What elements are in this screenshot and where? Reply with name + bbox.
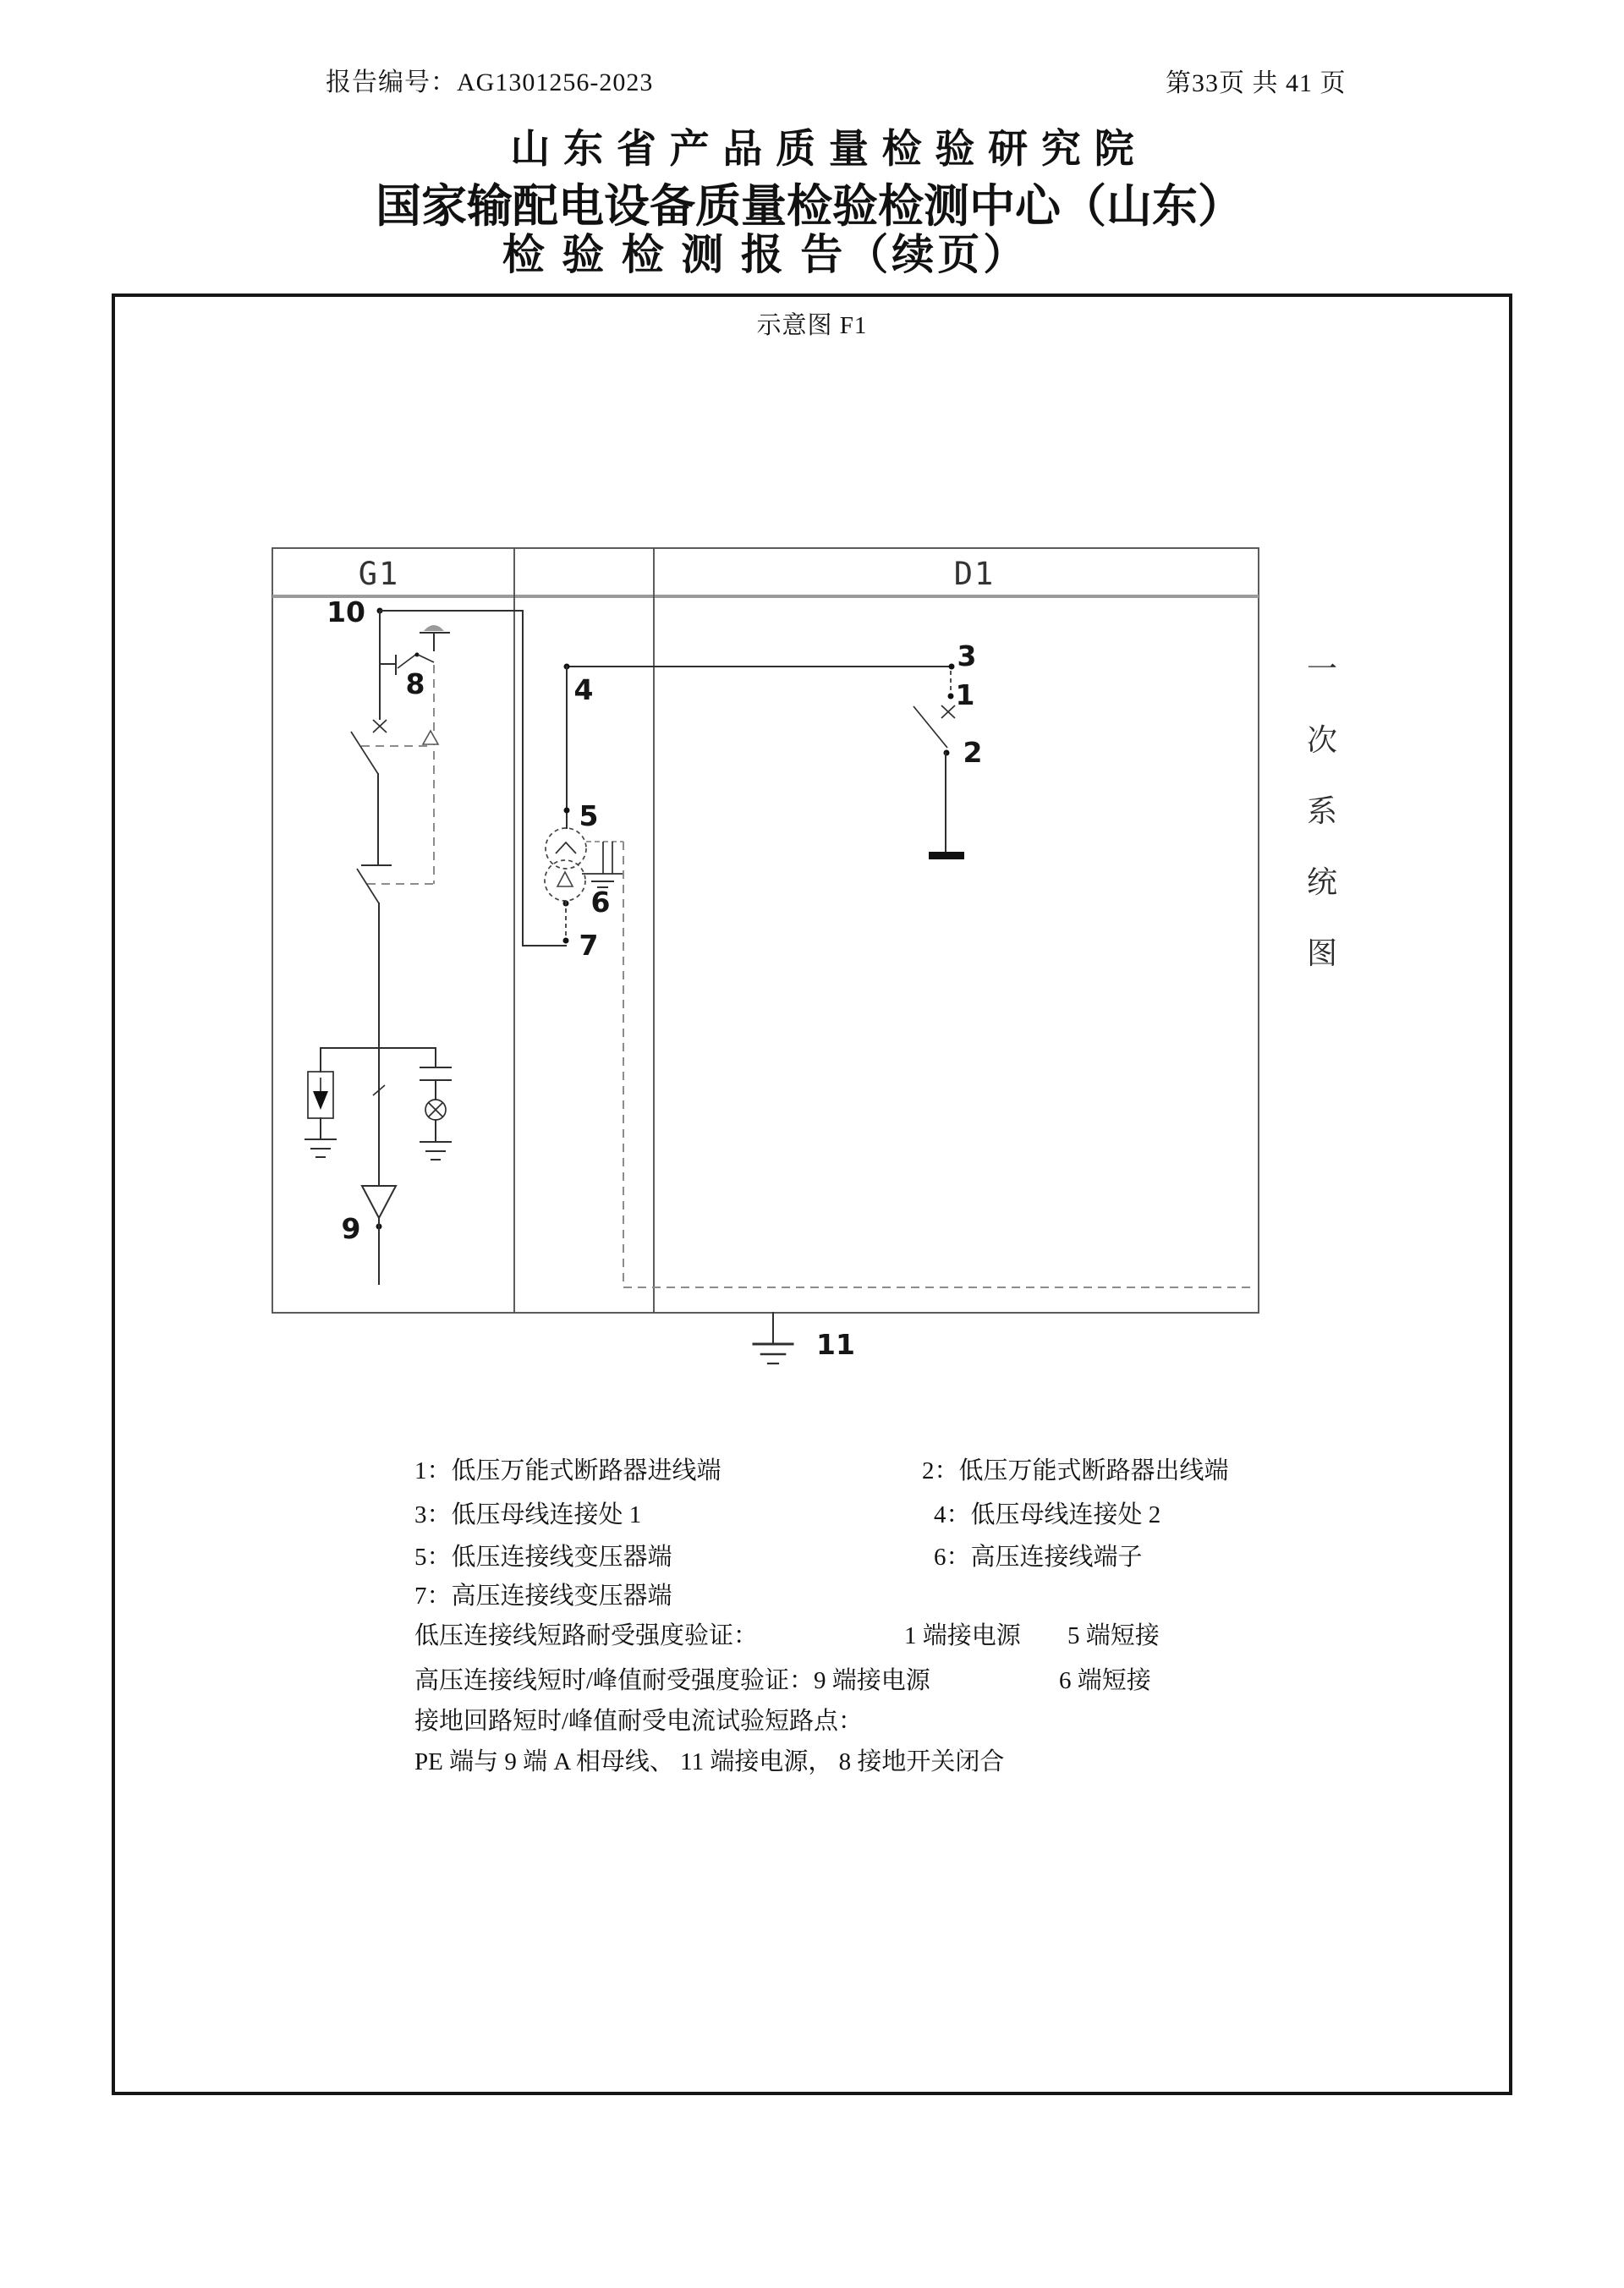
title-institute: 山 东 省 产 品 质 量 检 验 研 究 院 [510, 128, 1136, 172]
side-label-char: 统 [1307, 865, 1338, 899]
wye-winding-icon [556, 842, 576, 853]
point-label-10: 10 [326, 595, 365, 628]
busbar-4-3 [564, 664, 955, 829]
point-label-5: 5 [579, 799, 599, 832]
legend-note-pe: PE 端与 9 端 A 相母线、 11 端接电源， 8 接地开关闭合 [414, 1748, 1005, 1775]
legend-item-4: 4：低压母线连接处 2 [934, 1501, 1161, 1528]
legend-note-earth: 接地回路短时/峰值耐受电流试验短路点： [414, 1708, 864, 1735]
hv-terminals-6-7 [563, 901, 569, 945]
point-label-8: 8 [405, 667, 425, 700]
diagram-box [272, 548, 1259, 1313]
interlock-arrow-icon [423, 731, 438, 744]
side-label-char: 图 [1307, 936, 1338, 970]
ground-11 [754, 1313, 793, 1363]
legend-note-lv: 低压连接线短路耐受强度验证： [414, 1622, 759, 1649]
point-label-2: 2 [963, 736, 983, 769]
arrester-arrow-icon [313, 1091, 328, 1110]
report-number-label: 报告编号： [326, 69, 457, 96]
page-indicator: 第33页 共 41 页 [1166, 69, 1347, 97]
legend-note-hv: 高压连接线短时/峰值耐受强度验证：9 端接电源 [414, 1667, 930, 1694]
voltage-indicator [420, 1048, 451, 1160]
legend-item-2: 2：低压万能式断路器出线端 [922, 1457, 1229, 1484]
surge-arrester [305, 1048, 336, 1157]
load-bar-icon [929, 852, 964, 859]
legend-note-lv-short: 5 端短接 [1067, 1622, 1160, 1649]
earth-dome-icon [424, 625, 444, 631]
side-label-char: 次 [1307, 723, 1338, 757]
title-center: 国家输配电设备质量检验检测中心（山东） [376, 181, 1243, 232]
panel-label-g1: G1 [358, 556, 400, 592]
transformer [545, 828, 586, 901]
legend-item-7: 7：高压连接线变压器端 [414, 1583, 672, 1610]
title-report: 检 验 检 测 报 告（续页） [502, 231, 1029, 278]
hv-dashed-link [623, 842, 1255, 1287]
panel-label-d1: D1 [953, 556, 996, 592]
pe-bus-path [377, 608, 567, 946]
legend-note-hv-short: 6 端短接 [1059, 1667, 1151, 1694]
point-label-9: 9 [341, 1212, 361, 1245]
main-switch-lower [357, 865, 391, 1186]
delta-winding-icon [557, 872, 573, 886]
point-label-1: 1 [955, 678, 975, 711]
legend-item-5: 5：低压连接线变压器端 [414, 1544, 672, 1571]
legend-item-3: 3：低压母线连接处 1 [414, 1501, 642, 1528]
cable-termination-9 [362, 1186, 396, 1284]
side-label-vertical [1307, 645, 1337, 973]
point-label-4: 4 [573, 673, 594, 706]
interlock-dashes [361, 665, 438, 884]
point-label-3: 3 [957, 639, 977, 672]
point-label-7: 7 [579, 929, 599, 962]
main-switch-upper [351, 611, 387, 865]
schematic-diagram [237, 533, 1303, 1387]
legend-item-6: 6：高压连接线端子 [934, 1544, 1143, 1571]
side-label-char: 系 [1307, 794, 1338, 828]
report-number-row [326, 61, 653, 98]
transformer-earthing [582, 842, 623, 887]
figure-caption: 示意图 F1 [756, 312, 868, 339]
legend-item-1: 1：低压万能式断路器进线端 [414, 1457, 721, 1484]
point-label-6: 6 [590, 886, 611, 919]
legend-note-lv-src: 1 端接电源 [904, 1622, 1021, 1649]
report-number-value: AG1301256-2023 [457, 69, 654, 96]
point-label-11: 11 [816, 1328, 855, 1361]
side-label-char: 一 [1307, 652, 1338, 686]
